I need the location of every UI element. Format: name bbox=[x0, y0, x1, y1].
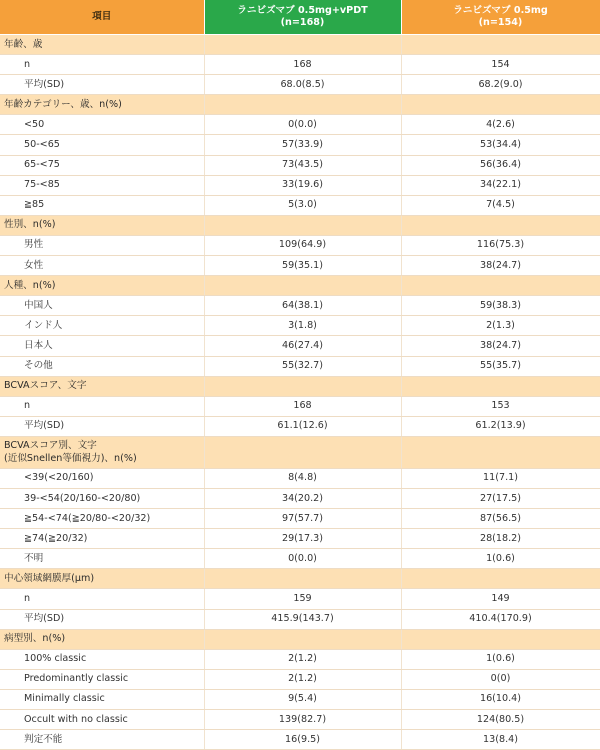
header-group2-n: (n=154) bbox=[478, 17, 523, 28]
value-group2: 1(0.6) bbox=[401, 649, 600, 669]
value-group1: 8(4.8) bbox=[204, 468, 401, 488]
section-row bbox=[0, 629, 600, 649]
table-row bbox=[0, 710, 600, 730]
table-body bbox=[0, 35, 600, 750]
row-label: Minimally classic bbox=[0, 689, 204, 709]
value-group1: 5(3.0) bbox=[204, 195, 401, 215]
table-row bbox=[0, 689, 600, 709]
section-row bbox=[0, 215, 600, 235]
row-label: 50-<65 bbox=[0, 135, 204, 155]
section-label-subtext: (近似Snellen等価視力)、n(%) bbox=[4, 453, 137, 465]
row-label: Occult with no classic bbox=[0, 710, 204, 730]
section-row bbox=[0, 276, 600, 296]
table-row bbox=[0, 356, 600, 376]
value-group2: 61.2(13.9) bbox=[401, 416, 600, 436]
table-row bbox=[0, 589, 600, 609]
row-label: 平均(SD) bbox=[0, 609, 204, 629]
row-label: 日本人 bbox=[0, 336, 204, 356]
row-label: <50 bbox=[0, 115, 204, 135]
section-label-text: BCVAスコア別、文字 bbox=[4, 440, 97, 452]
table-row bbox=[0, 730, 600, 750]
section-empty-cell bbox=[204, 215, 401, 235]
header-group1 bbox=[204, 0, 401, 35]
section-label-text: 中心領域網膜厚(μm) bbox=[4, 572, 95, 584]
table-row bbox=[0, 115, 600, 135]
section-label bbox=[0, 629, 204, 649]
section-empty-cell bbox=[204, 276, 401, 296]
value-group1: 109(64.9) bbox=[204, 235, 401, 255]
value-group2: 4(2.6) bbox=[401, 115, 600, 135]
header-group1-n: (n=168) bbox=[280, 17, 325, 28]
value-group1: 139(82.7) bbox=[204, 710, 401, 730]
header-item bbox=[0, 0, 204, 35]
value-group1: 2(1.2) bbox=[204, 669, 401, 689]
value-group1: 415.9(143.7) bbox=[204, 609, 401, 629]
table-header-row bbox=[0, 0, 600, 35]
header-group2 bbox=[401, 0, 600, 35]
row-label: 39-<54(20/160-<20/80) bbox=[0, 488, 204, 508]
value-group1: 73(43.5) bbox=[204, 155, 401, 175]
table-row bbox=[0, 175, 600, 195]
value-group2: 153 bbox=[401, 396, 600, 416]
value-group2: 124(80.5) bbox=[401, 710, 600, 730]
value-group2: 34(22.1) bbox=[401, 175, 600, 195]
row-label: ≧54-<74(≧20/80-<20/32) bbox=[0, 509, 204, 529]
value-group1: 97(57.7) bbox=[204, 509, 401, 529]
value-group2: 7(4.5) bbox=[401, 195, 600, 215]
section-empty-cell bbox=[401, 569, 600, 589]
section-empty-cell bbox=[401, 35, 600, 55]
section-label-text: BCVAスコア、文字 bbox=[4, 380, 87, 392]
section-label-text: 年齢カテゴリー、歳、n(%) bbox=[4, 98, 122, 110]
table-row bbox=[0, 416, 600, 436]
section-label bbox=[0, 376, 204, 396]
table-row bbox=[0, 316, 600, 336]
value-group1: 3(1.8) bbox=[204, 316, 401, 336]
value-group2: 68.2(9.0) bbox=[401, 75, 600, 95]
section-empty-cell bbox=[401, 436, 600, 468]
value-group1: 34(20.2) bbox=[204, 488, 401, 508]
value-group2: 27(17.5) bbox=[401, 488, 600, 508]
row-label: 65-<75 bbox=[0, 155, 204, 175]
row-label: ≧74(≧20/32) bbox=[0, 529, 204, 549]
section-empty-cell bbox=[204, 376, 401, 396]
section-empty-cell bbox=[401, 215, 600, 235]
value-group1: 68.0(8.5) bbox=[204, 75, 401, 95]
section-empty-cell bbox=[401, 629, 600, 649]
section-label bbox=[0, 276, 204, 296]
section-empty-cell bbox=[204, 35, 401, 55]
table-row bbox=[0, 155, 600, 175]
section-label-text: 人種、n(%) bbox=[4, 279, 56, 291]
section-empty-cell bbox=[204, 436, 401, 468]
row-label: n bbox=[0, 589, 204, 609]
table-row bbox=[0, 669, 600, 689]
table-row bbox=[0, 396, 600, 416]
value-group1: 159 bbox=[204, 589, 401, 609]
value-group2: 87(56.5) bbox=[401, 509, 600, 529]
value-group1: 29(17.3) bbox=[204, 529, 401, 549]
value-group2: 38(24.7) bbox=[401, 336, 600, 356]
value-group2: 28(18.2) bbox=[401, 529, 600, 549]
row-label: n bbox=[0, 396, 204, 416]
row-label: 平均(SD) bbox=[0, 75, 204, 95]
row-label: 男性 bbox=[0, 235, 204, 255]
value-group1: 168 bbox=[204, 396, 401, 416]
value-group2: 2(1.3) bbox=[401, 316, 600, 336]
value-group1: 0(0.0) bbox=[204, 549, 401, 569]
value-group2: 11(7.1) bbox=[401, 468, 600, 488]
table-row bbox=[0, 55, 600, 75]
value-group2: 13(8.4) bbox=[401, 730, 600, 750]
row-label: 75-<85 bbox=[0, 175, 204, 195]
section-row bbox=[0, 95, 600, 115]
header-item-label: 項目 bbox=[92, 11, 112, 22]
section-row bbox=[0, 436, 600, 468]
row-label: 判定不能 bbox=[0, 730, 204, 750]
table-row bbox=[0, 336, 600, 356]
section-label-text: 病型別、n(%) bbox=[4, 633, 66, 645]
value-group1: 55(32.7) bbox=[204, 356, 401, 376]
section-empty-cell bbox=[204, 569, 401, 589]
section-empty-cell bbox=[401, 376, 600, 396]
value-group2: 116(75.3) bbox=[401, 235, 600, 255]
value-group1: 59(35.1) bbox=[204, 256, 401, 276]
value-group1: 9(5.4) bbox=[204, 689, 401, 709]
value-group1: 46(27.4) bbox=[204, 336, 401, 356]
table-row bbox=[0, 256, 600, 276]
value-group2: 55(35.7) bbox=[401, 356, 600, 376]
section-label bbox=[0, 35, 204, 55]
header-group2-name: ラニビズマブ 0.5mg bbox=[453, 5, 548, 16]
value-group2: 0(0) bbox=[401, 669, 600, 689]
table-row bbox=[0, 509, 600, 529]
value-group1: 33(19.6) bbox=[204, 175, 401, 195]
section-label-text: 性別、n(%) bbox=[4, 219, 56, 231]
row-label: 平均(SD) bbox=[0, 416, 204, 436]
section-row bbox=[0, 35, 600, 55]
table-row bbox=[0, 468, 600, 488]
table-row bbox=[0, 195, 600, 215]
value-group1: 2(1.2) bbox=[204, 649, 401, 669]
row-label: ≧85 bbox=[0, 195, 204, 215]
value-group1: 61.1(12.6) bbox=[204, 416, 401, 436]
row-label: 中国人 bbox=[0, 296, 204, 316]
header-group1-name: ラニビズマブ 0.5mg+vPDT bbox=[237, 5, 368, 16]
value-group2: 16(10.4) bbox=[401, 689, 600, 709]
row-label: 不明 bbox=[0, 549, 204, 569]
section-row bbox=[0, 569, 600, 589]
table-row bbox=[0, 235, 600, 255]
section-label bbox=[0, 569, 204, 589]
row-label: n bbox=[0, 55, 204, 75]
row-label: その他 bbox=[0, 356, 204, 376]
row-label: インド人 bbox=[0, 316, 204, 336]
value-group1: 57(33.9) bbox=[204, 135, 401, 155]
table-row bbox=[0, 529, 600, 549]
row-label: 100% classic bbox=[0, 649, 204, 669]
section-row bbox=[0, 376, 600, 396]
table-row bbox=[0, 75, 600, 95]
table-row bbox=[0, 549, 600, 569]
value-group2: 1(0.6) bbox=[401, 549, 600, 569]
value-group1: 0(0.0) bbox=[204, 115, 401, 135]
section-empty-cell bbox=[204, 95, 401, 115]
table-row bbox=[0, 135, 600, 155]
row-label: 女性 bbox=[0, 256, 204, 276]
table-row bbox=[0, 488, 600, 508]
value-group2: 154 bbox=[401, 55, 600, 75]
row-label: Predominantly classic bbox=[0, 669, 204, 689]
table-row bbox=[0, 609, 600, 629]
section-empty-cell bbox=[401, 95, 600, 115]
table-row bbox=[0, 649, 600, 669]
value-group2: 410.4(170.9) bbox=[401, 609, 600, 629]
section-label bbox=[0, 95, 204, 115]
value-group2: 53(34.4) bbox=[401, 135, 600, 155]
table-row bbox=[0, 296, 600, 316]
value-group1: 64(38.1) bbox=[204, 296, 401, 316]
section-label bbox=[0, 215, 204, 235]
section-label-text: 年齢、歳 bbox=[4, 38, 43, 50]
value-group2: 149 bbox=[401, 589, 600, 609]
value-group2: 59(38.3) bbox=[401, 296, 600, 316]
row-label: <39(<20/160) bbox=[0, 468, 204, 488]
value-group2: 38(24.7) bbox=[401, 256, 600, 276]
section-empty-cell bbox=[401, 276, 600, 296]
section-empty-cell bbox=[204, 629, 401, 649]
value-group1: 16(9.5) bbox=[204, 730, 401, 750]
value-group2: 56(36.4) bbox=[401, 155, 600, 175]
value-group1: 168 bbox=[204, 55, 401, 75]
section-label bbox=[0, 436, 204, 468]
